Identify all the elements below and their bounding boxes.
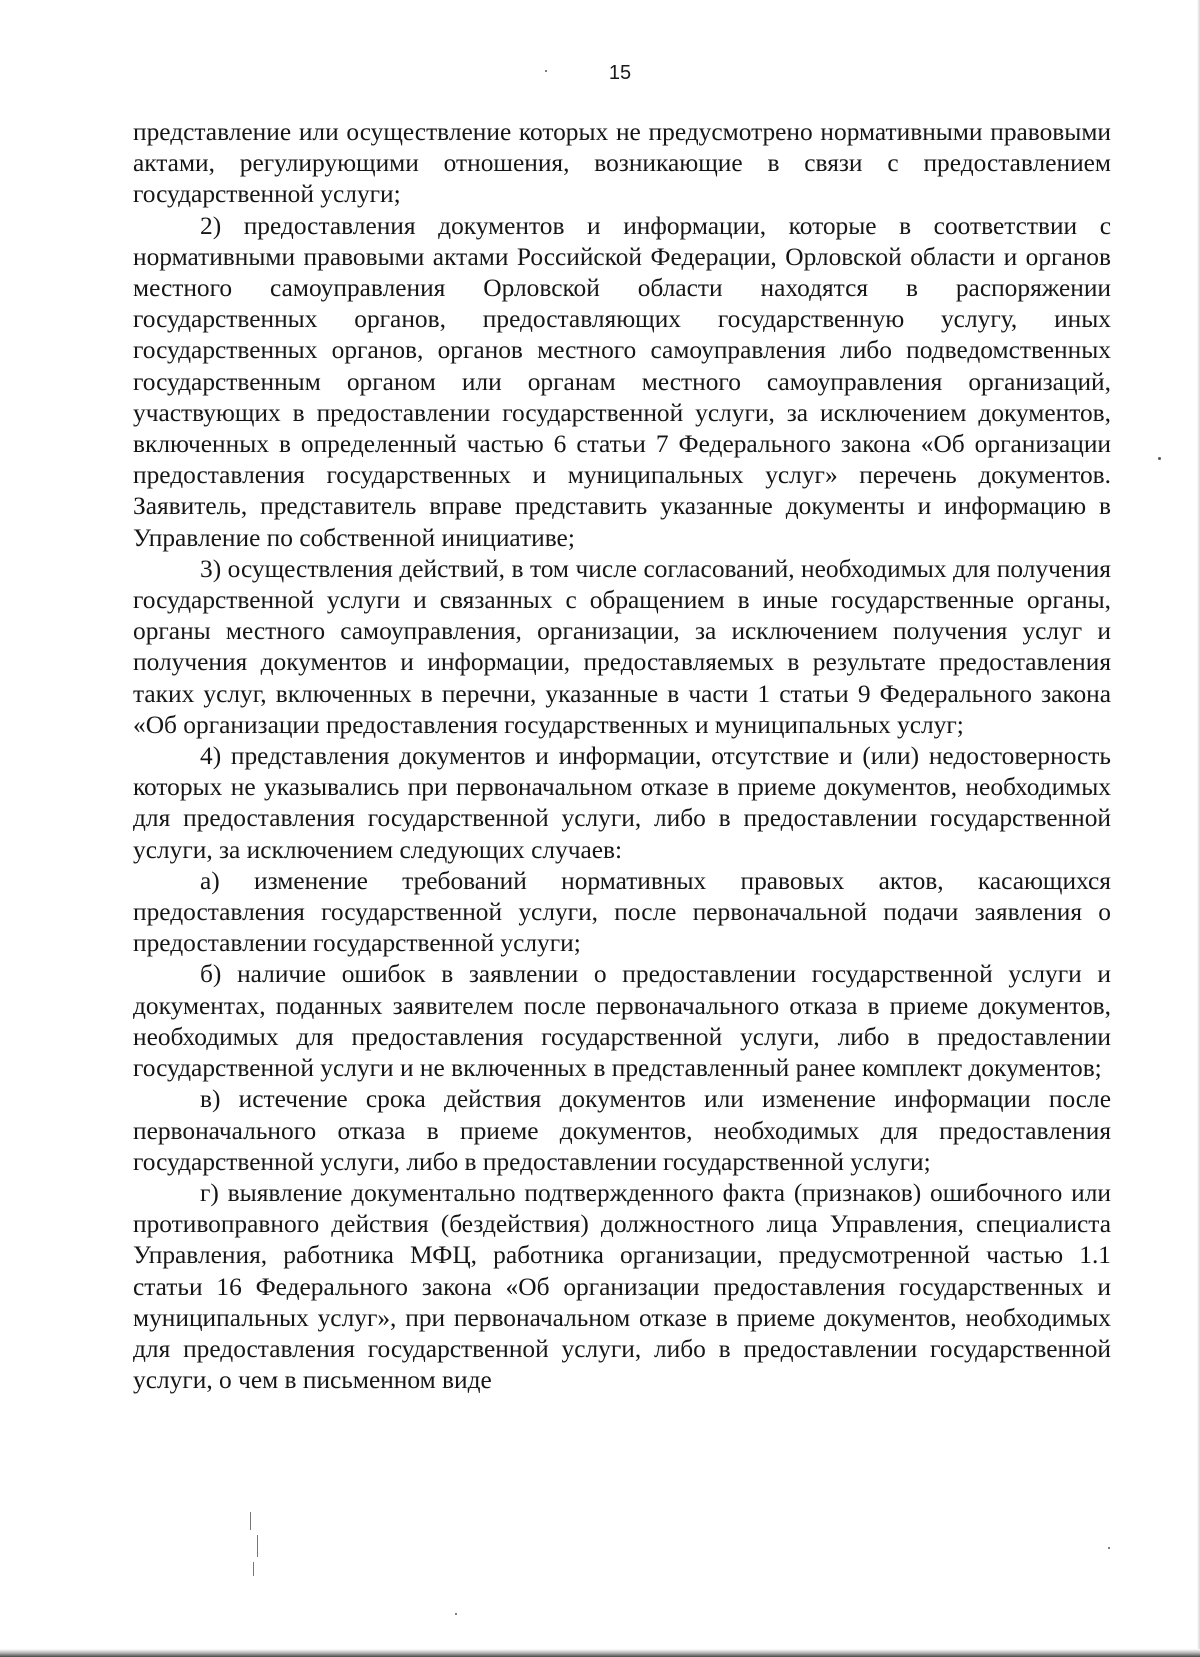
paragraph-subitem-a: а) изменение требований нормативных правовых актов, касающихся предоставления государственной услуги, после первоначальной подачи заявления о предоставлении государственной услуги; [133,866,1111,958]
document-body [133,117,1111,1396]
scan-speck [1158,457,1161,460]
scan-speck [455,1613,457,1615]
paragraph-continuation: представление или осуществление которых не предусмотрено нормативными правовыми актами, регулирующими отношения, возникающие в связи с предоставлением государственной услуги; [133,118,1111,209]
scan-speck [545,70,547,72]
paragraph-item-2: 2) предоставления документов и информации, которые в соответствии с нормативными правовыми актами Российской Федерации, Орловской области и органов местного самоуправления Орловской области находятся в распоряжении государственных органов, предоставляющих государственную услугу, иных государственных органов, органов местного самоуправления либо подведомственных государственным органом или органам местного самоуправления организаций, участвующих в предоставлении государственной услуги, за исключением документов, включенных в определенный частью 6 статьи 7 Федерального закона «Об организации предоставления государственных и муниципальных услуг» перечень документов. Заявитель, представитель вправе представить указанные документы и информацию в Управление по собственной инициативе; [133,211,1111,552]
paragraph-subitem-b: б) наличие ошибок в заявлении о предоставлении государственной услуги и документах, поданных заявителем после первоначального отказа в приеме документов, необходимых для предоставления государственной услуги, либо в предоставлении государственной услуги и не включенных в представленный ранее комплект документов; [133,960,1111,1083]
paragraph-item-3: 3) осуществления действий, в том числе согласований, необходимых для получения государственной услуги и связанных с обращением в иные государственные органы, органы местного самоуправления, организации, за исключением получения услуг и получения документов и информации, предоставляемых в результате предоставления таких услуг, включенных в перечни, указанные в части 1 статьи 9 Федерального закона «Об организации предоставления государственных и муниципальных услуг; [133,554,1111,739]
paragraph-item-4: 4) представления документов и информации, отсутствие и (или) недостоверность которых не указывались при первоначальном отказе в приеме документов, необходимых для предоставления государственной услуги, либо в предоставлении государственной услуги, за исключением следующих случаев: [133,742,1111,864]
paragraph-subitem-g: г) выявление документально подтвержденного факта (признаков) ошибочного или противоправного действия (бездействия) должностного лица Управления, специалиста Управления, работника МФЦ, работника организации, предусмотренной частью 1.1 статьи 16 Федерального закона «Об организации предоставления государственных и муниципальных услуг», при первоначальном отказе в приеме документов, необходимых для предоставления государственной услуги, либо в предоставлении государственной услуги, о чем в письменном виде [133,1178,1111,1395]
scan-mark [257,1535,258,1557]
scan-speck [1108,1547,1110,1549]
page-number: 15 [608,62,632,84]
scan-mark [250,1512,251,1530]
scan-mark [253,1562,254,1576]
scan-edge-bottom [0,1649,1200,1657]
paragraph-subitem-v: в) истечение срока действия документов или изменение информации после первоначального отказа в приеме документов, необходимых для предоставления государственной услуги, либо в предоставлении государственной услуги; [133,1085,1111,1176]
